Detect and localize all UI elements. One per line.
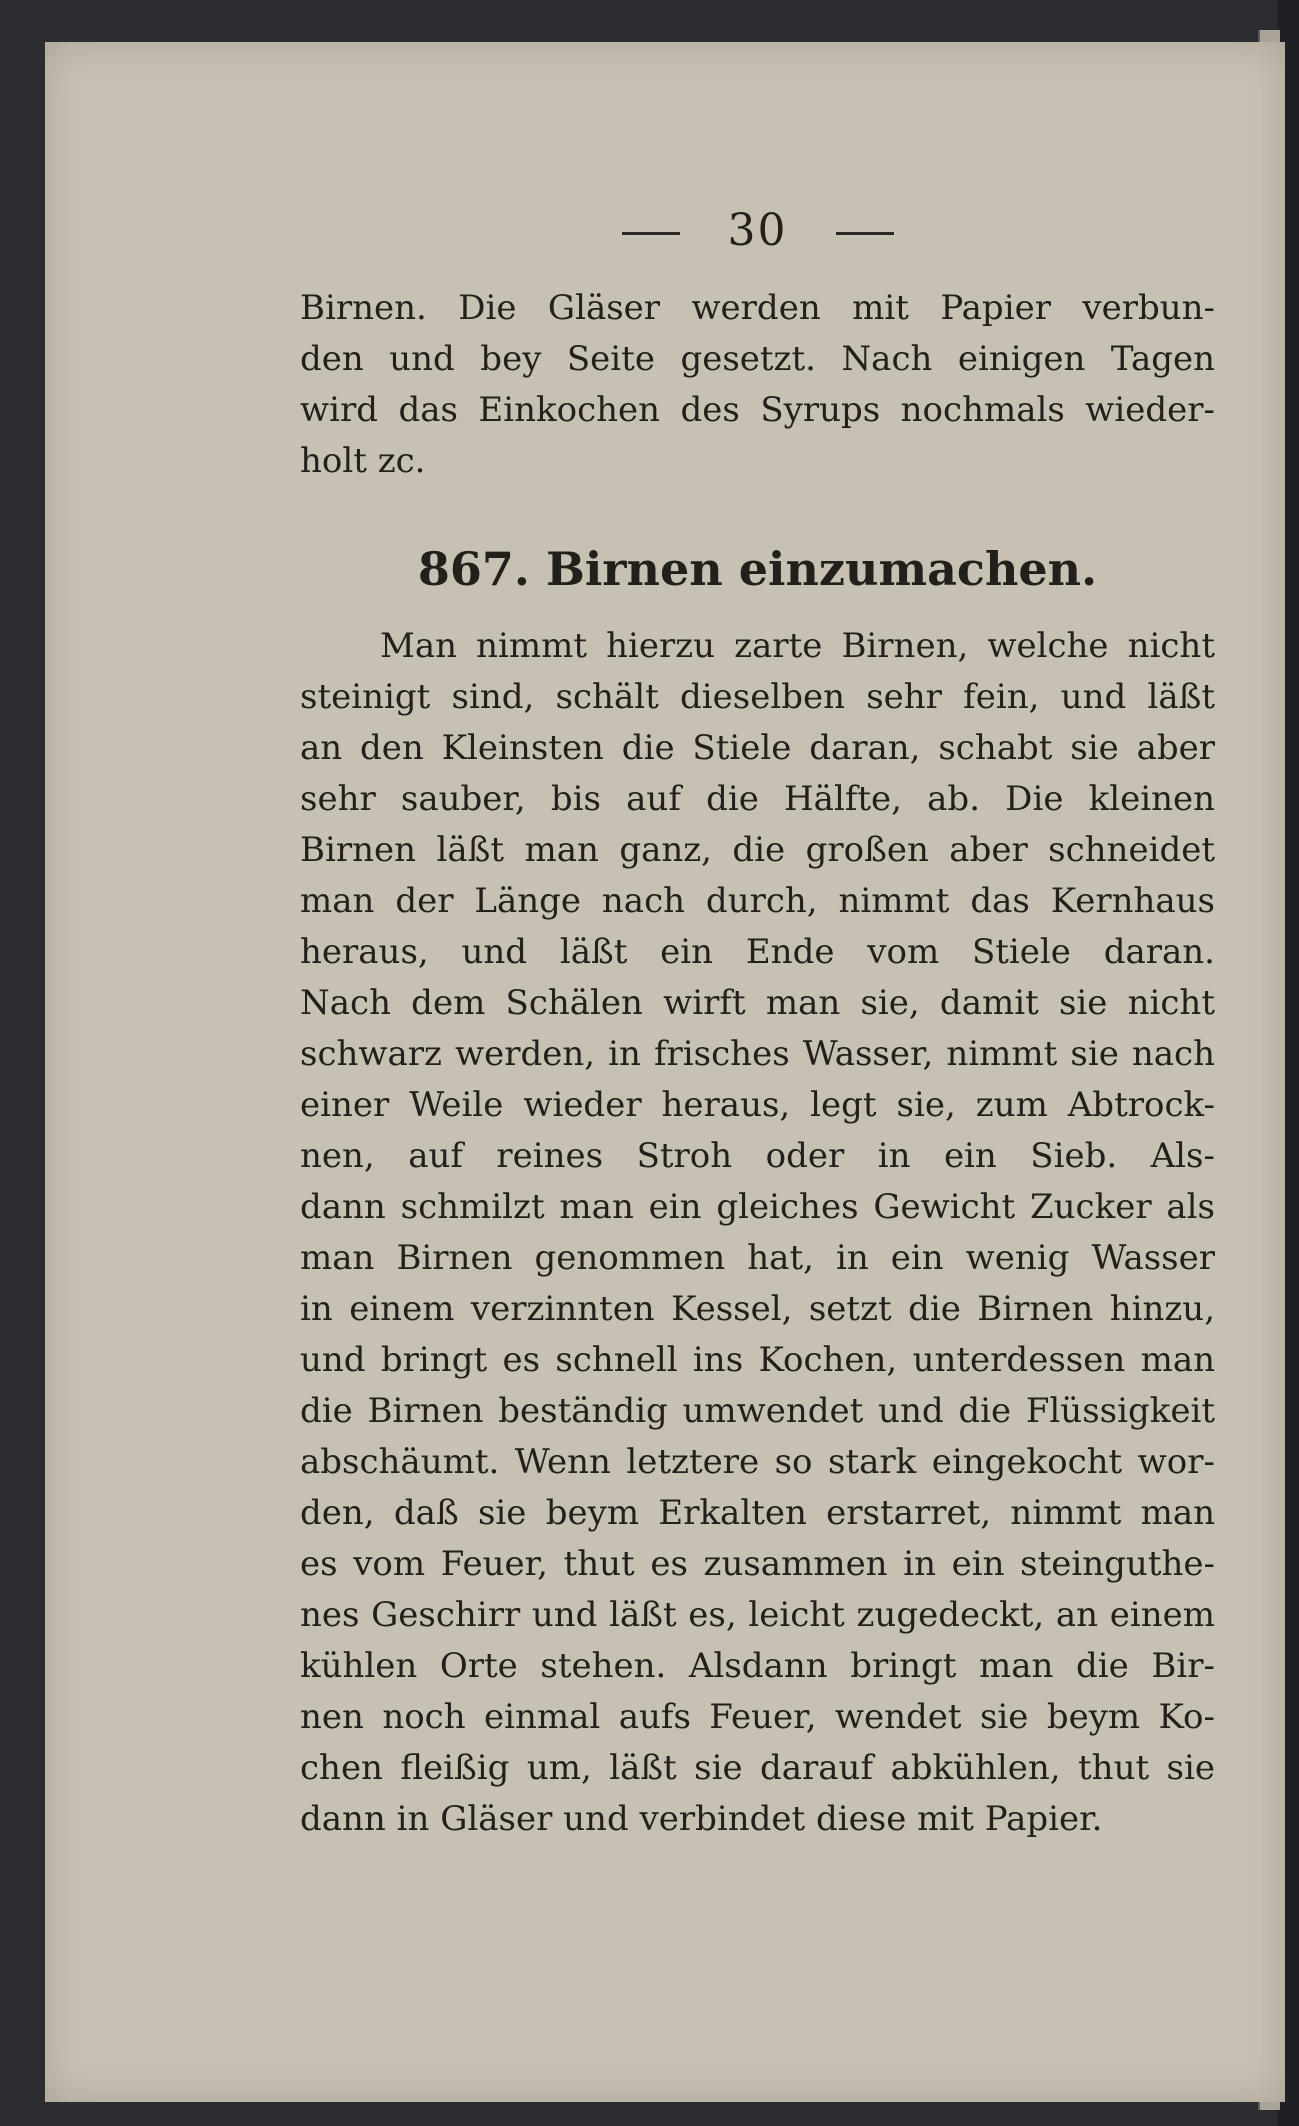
text-line: chen fleißig um, läßt sie darauf abkühlen, thut sie [300, 1748, 1215, 1788]
page-header [300, 205, 1215, 257]
text-line: Birnen. Die Gläser werden mit Papier verbun- [300, 288, 1215, 328]
recipe-paragraph [300, 621, 1215, 1845]
text-line: Nach dem Schälen wirft man sie, damit sie nicht [300, 983, 1215, 1023]
text-line: den und bey Seite gesetzt. Nach einigen Tagen [300, 339, 1215, 379]
text-line: man Birnen genommen hat, in ein wenig Wasser [300, 1238, 1215, 1278]
text-line: die Birnen beständig umwendet und die Flüssigkeit [300, 1391, 1215, 1431]
text-line: nes Geschirr und läßt es, leicht zugedeckt, an einem [300, 1595, 1215, 1635]
text-line: holt zc. [300, 441, 426, 481]
text-line: Birnen läßt man ganz, die großen aber schneidet [300, 830, 1215, 870]
page-content [300, 205, 1215, 1845]
text-line: wird das Einkochen des Syrups nochmals wieder- [300, 390, 1215, 430]
text-line: und bringt es schnell ins Kochen, unterdessen man [300, 1340, 1215, 1380]
text-line: abschäumt. Wenn letztere so stark eingekocht wor- [300, 1442, 1215, 1482]
page-number: 30 [727, 205, 788, 256]
text-line: steinigt sind, schält dieselben sehr fein, und läßt [300, 677, 1215, 717]
text-line: einer Weile wieder heraus, legt sie, zum Abtrock- [300, 1085, 1215, 1125]
header-dash-left [622, 232, 680, 235]
text-line: Man nimmt hierzu zarte Birnen, welche nicht [380, 626, 1215, 666]
text-line: kühlen Orte stehen. Alsdann bringt man die Bir- [300, 1646, 1215, 1686]
text-line: dann in Gläser und verbindet diese mit Papier. [300, 1799, 1103, 1839]
header-dash-right [836, 232, 894, 235]
text-line: man der Länge nach durch, nimmt das Kernhaus [300, 881, 1215, 921]
text-line: an den Kleinsten die Stiele daran, schabt sie aber [300, 728, 1215, 768]
text-line: nen noch einmal aufs Feuer, wendet sie beym Ko- [300, 1697, 1215, 1737]
text-line: heraus, und läßt ein Ende vom Stiele daran. [300, 932, 1215, 972]
text-line: es vom Feuer, thut es zusammen in ein steinguthe- [300, 1544, 1215, 1584]
text-line: den, daß sie beym Erkalten erstarret, nimmt man [300, 1493, 1215, 1533]
text-line: sehr sauber, bis auf die Hälfte, ab. Die kleinen [300, 779, 1215, 819]
text-line: in einem verzinnten Kessel, setzt die Birnen hinzu, [300, 1289, 1215, 1329]
continuation-paragraph [300, 283, 1215, 487]
section-heading: 867. Birnen einzumachen. [417, 542, 1098, 596]
text-line: nen, auf reines Stroh oder in ein Sieb. Als- [300, 1136, 1215, 1176]
text-line: schwarz werden, in frisches Wasser, nimmt sie nach [300, 1034, 1215, 1074]
text-line: dann schmilzt man ein gleiches Gewicht Zucker als [300, 1187, 1215, 1227]
